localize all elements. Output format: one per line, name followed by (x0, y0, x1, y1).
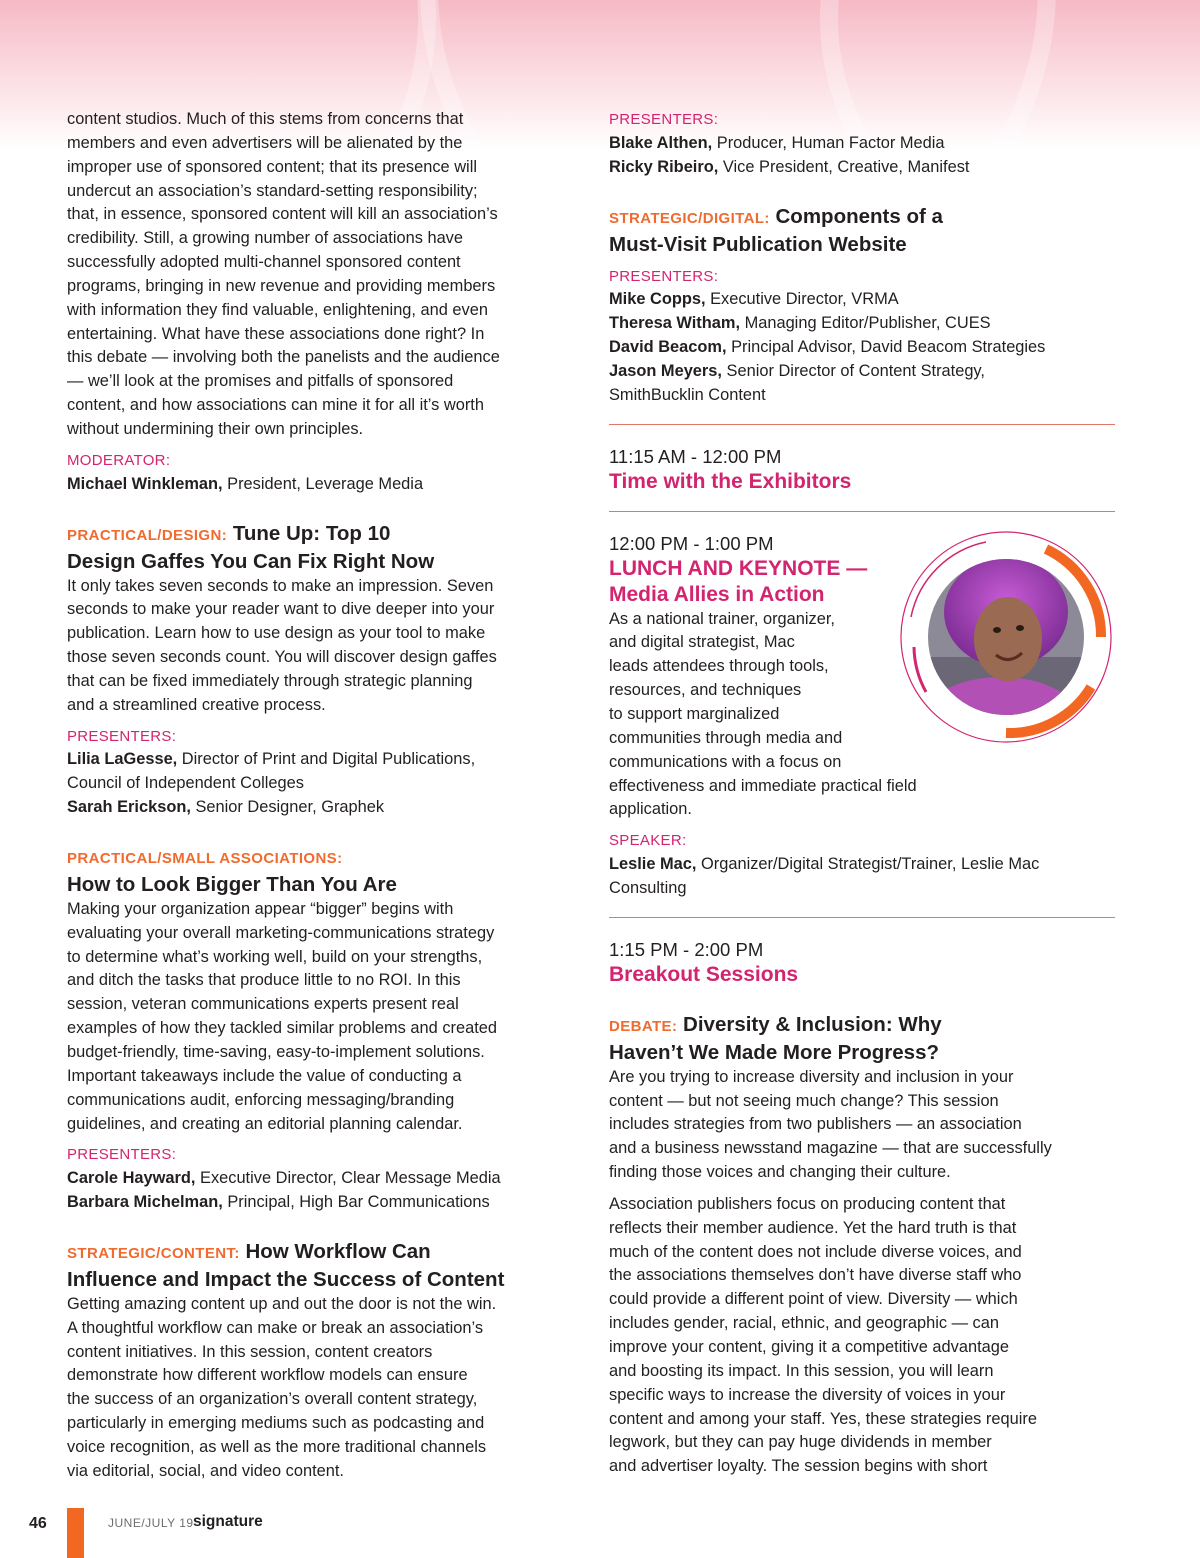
presenters-label: PRESENTERS: (609, 111, 719, 128)
time-lunch: 12:00 PM - 1:00 PM (609, 532, 774, 554)
text-line: Important takeaways include the value of conducting a (67, 1066, 462, 1085)
text-line: Making your organization appear “bigger” begins with (67, 899, 454, 918)
text-line: content initiatives. In this session, content creators (67, 1342, 433, 1361)
session-title-small-assoc: PRACTICAL/SMALL ASSOCIATIONS: How to Look Bigger Than You Are (67, 849, 397, 896)
time-breakout: 1:15 PM - 2:00 PM (609, 938, 764, 960)
text-line: with information they find valuable, enlightening, and even (67, 300, 488, 319)
text-line: content — but not seeing much change? This session (609, 1091, 999, 1110)
text-line: improper use of sponsored content; that its presence will (67, 157, 477, 176)
text-line: to support marginalized (609, 704, 780, 723)
text-line: content studios. Much of this stems from concerns that (67, 110, 464, 128)
session-title-design: PRACTICAL/DESIGN: Tune Up: Top 10 Design Gaffes You Can Fix Right Now (67, 521, 435, 573)
presenters-label: PRESENTERS: (67, 1146, 177, 1164)
text-line: particularly in emerging mediums such as podcasting and (67, 1414, 485, 1433)
moderator-label: MODERATOR: (67, 451, 171, 469)
text-line: without undermining their own principles. (67, 419, 364, 438)
text-line: reflects their member audience. Yet the hard truth is that (609, 1218, 1017, 1237)
intro-paragraph (67, 108, 577, 442)
left-column (67, 108, 577, 1484)
text-line: that, in essence, sponsored content will kill an association’s (67, 205, 498, 224)
presenter-line: Ricky Ribeiro, Vice President, Creative, Manifest (609, 157, 970, 176)
presenters-label: PRESENTERS: (609, 267, 719, 285)
title-breakout: Breakout Sessions (609, 962, 799, 986)
text-line: examples of how they tackled similar problems and created (67, 1019, 498, 1038)
text-line: and boosting its impact. In this session, you will learn (609, 1361, 994, 1380)
text-line: members and even advertisers will be alienated by the (67, 133, 463, 152)
text-line: could provide a different point of view. Diversity — which (609, 1290, 1018, 1309)
text-line: much of the content does not include diverse voices, and (609, 1242, 1022, 1261)
text-line: that can be fixed immediately through strategic planning (67, 671, 473, 690)
presenter-line-cont: SmithBucklin Content (609, 385, 766, 404)
text-line: includes gender, racial, ethnic, and geographic — can (609, 1314, 999, 1333)
presenter-line: Mike Copps, Executive Director, VRMA (609, 290, 899, 309)
text-line: budget-friendly, time-saving, easy-to-implement solutions. (67, 1043, 485, 1061)
time-exhibitors: 11:15 AM - 12:00 PM (609, 445, 782, 467)
magazine-name: signature (193, 1513, 263, 1530)
presenter-line: Sarah Erickson, Senior Designer, Graphek (67, 798, 385, 817)
text-line: demonstrate how different workflow models can ensure (67, 1366, 468, 1385)
text-line: to determine what’s working well, build on your strengths, (67, 947, 483, 966)
session-desc-small-assoc (67, 898, 577, 1136)
presenter-line: Jason Meyers, Senior Director of Content Strategy, (609, 361, 985, 380)
text-line: the associations themselves don’t have diverse staff who (609, 1266, 1022, 1285)
title-lunch: LUNCH AND KEYNOTE — Media Allies in Action (609, 556, 868, 606)
text-line: successfully adopted multi-channel sponsored content (67, 253, 461, 272)
text-line: legwork, but they can pay huge dividends in member (609, 1433, 992, 1452)
text-line: this debate — involving both the panelists and the audience (67, 348, 500, 367)
text-line: effectiveness and immediate practical field (609, 776, 917, 795)
text-line: It only takes seven seconds to make an impression. Seven (67, 576, 494, 595)
text-line: voice recognition, as well as the more traditional channels (67, 1437, 487, 1456)
session-title-diversity: DEBATE: Diversity & Inclusion: Why Haven’t We Made More Progress? (609, 1012, 942, 1064)
presenter-line: Barbara Michelman, Principal, High Bar Communications (67, 1193, 490, 1212)
presenter-line: Carole Hayward, Executive Director, Clear Message Media (67, 1169, 501, 1188)
text-line: credibility. Still, a growing number of associations have (67, 229, 463, 248)
text-line: via editorial, social, and video content. (67, 1461, 344, 1480)
right-column (609, 108, 1115, 1479)
speaker-portrait-circle (896, 527, 1116, 747)
presenter-line: David Beacom, Principal Advisor, David Beacom Strategies (609, 338, 1046, 357)
speaker-line-cont: Consulting (609, 878, 687, 897)
speaker-label: SPEAKER: (609, 832, 687, 850)
text-line: improve your content, giving it a competitive advantage (609, 1338, 1009, 1356)
text-line: A thoughtful workflow can make or break an association’s (67, 1318, 484, 1337)
text-line: Getting amazing content up and out the door is not the win. (67, 1294, 497, 1313)
text-line: guidelines, and creating an editorial planning calendar. (67, 1114, 463, 1133)
text-line: and ditch the tasks that produce little to no ROI. In this (67, 971, 461, 990)
session-desc-design (67, 575, 577, 718)
footer-accent-bar (67, 1508, 84, 1558)
text-line: programs, bringing in new revenue and providing members (67, 276, 496, 295)
text-line: leads attendees through tools, (609, 657, 829, 676)
page-number: 46 (29, 1515, 47, 1532)
text-line: Are you trying to increase diversity and inclusion in your (609, 1067, 1014, 1086)
text-line: finding those voices and changing their culture. (609, 1163, 951, 1182)
session-desc-workflow (67, 1293, 577, 1484)
title-exhibitors: Time with the Exhibitors (609, 469, 852, 493)
text-line: As a national trainer, organizer, (609, 609, 835, 628)
text-line: and digital strategist, Mac (609, 633, 795, 652)
text-line: and a streamlined creative process. (67, 695, 326, 714)
issue-date: JUNE/JULY 19 (108, 1516, 194, 1530)
text-line: and advertiser loyalty. The session begins with short (609, 1457, 988, 1476)
session-title-workflow: STRATEGIC/CONTENT: How Workflow Can Influence and Impact the Success of Content (67, 1239, 505, 1291)
text-line: application. (609, 800, 692, 819)
text-line: undercut an association’s standard-setting responsibility; (67, 181, 478, 200)
speaker-line: Leslie Mac, Organizer/Digital Strategist/Trainer, Leslie Mac (609, 855, 1040, 874)
presenters-label: PRESENTERS: (67, 727, 177, 745)
text-line: communications with a focus on (609, 752, 842, 771)
text-line: those seven seconds count. You will discover design gaffes (67, 648, 497, 667)
text-line: — we’ll look at the promises and pitfalls of sponsored (67, 372, 454, 391)
text-line: seconds to make your reader want to dive deeper into your (67, 600, 495, 619)
presenter-line: Lilia LaGesse, Director of Print and Digital Publications, (67, 750, 476, 769)
session-desc-diversity-cont (609, 1193, 1115, 1479)
text-line: resources, and techniques (609, 681, 802, 700)
session-desc-diversity (609, 1066, 1115, 1185)
text-line: content, and how associations can mine it for all it’s worth (67, 396, 484, 415)
text-line: content and among your staff. Yes, these strategies require (609, 1409, 1037, 1428)
presenter-line-cont: Council of Independent Colleges (67, 774, 304, 793)
text-line: and a business newsstand magazine — that are successfully (609, 1139, 1052, 1158)
text-line: publication. Learn how to use design as your tool to make (67, 624, 486, 643)
text-line: the success of an organization’s overall content strategy, (67, 1390, 478, 1409)
text-line: Association publishers focus on producing content that (609, 1194, 1006, 1213)
text-line: communications audit, enforcing messaging/branding (67, 1090, 455, 1109)
text-line: session, veteran communications experts present real (67, 995, 459, 1014)
presenter-line: Blake Althen, Producer, Human Factor Media (609, 133, 945, 152)
text-line: includes strategies from two publishers — an association (609, 1115, 1022, 1134)
text-line: entertaining. What have these associations done right? In (67, 324, 485, 343)
text-line: communities through media and (609, 728, 843, 747)
text-line: evaluating your overall marketing-communications strategy (67, 923, 495, 942)
moderator-line: Michael Winkleman, President, Leverage Media (67, 474, 424, 493)
text-line: specific ways to increase the diversity of voices in your (609, 1385, 1006, 1404)
session-title-digital: STRATEGIC/DIGITAL: Components of a Must-Visit Publication Website (609, 204, 943, 256)
presenter-line: Theresa Witham, Managing Editor/Publisher, CUES (609, 314, 991, 333)
